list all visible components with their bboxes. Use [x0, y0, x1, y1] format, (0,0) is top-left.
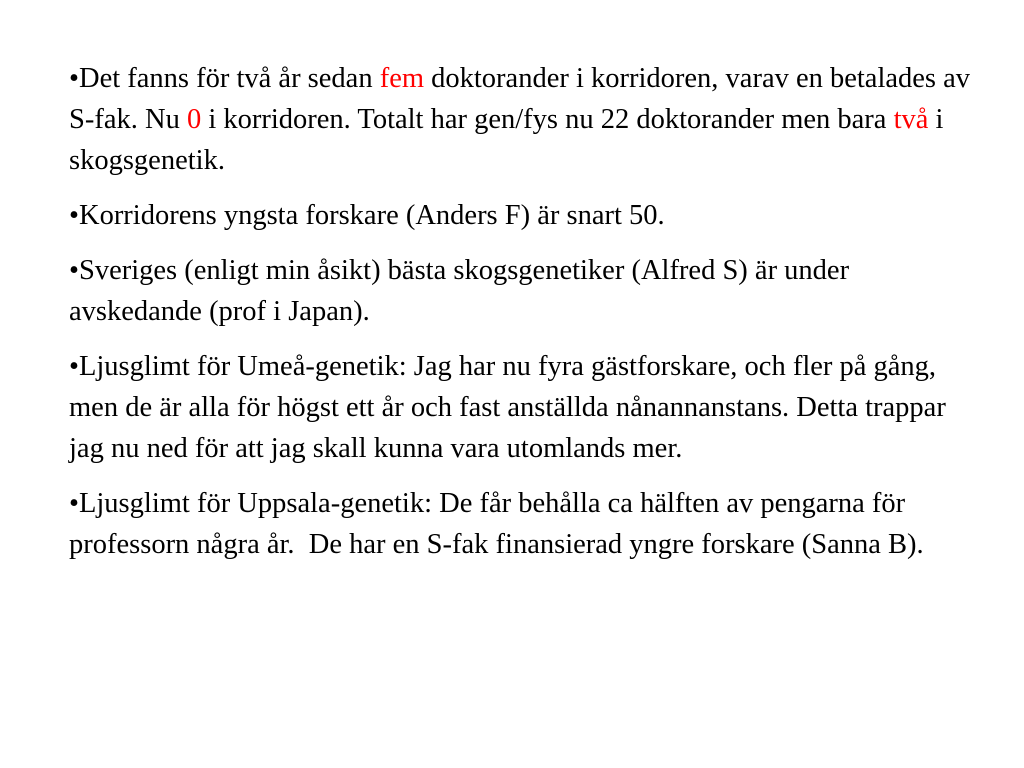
bullet-list: [69, 58, 984, 565]
bullet-best-geneticist: [69, 250, 974, 332]
bullet-marker: •: [69, 200, 79, 231]
bullet-uppsala-genetics: [69, 483, 974, 565]
bullet-umea-genetics: [69, 346, 974, 469]
highlight-tva: två: [893, 104, 929, 135]
bullet-marker: •: [69, 488, 79, 519]
bullet-marker: •: [69, 255, 79, 286]
bullet-text-part: doktorander i korridoren, varav en betalades av S-fak. Nu: [69, 63, 971, 135]
bullet-marker: •: [69, 351, 79, 382]
bullet-text: Ljusglimt för Uppsala-genetik: De får behålla ca hälften av pengarna för professorn några år. De har en S-fak finansierad yngre forskare (Sanna B).: [69, 488, 924, 560]
bullet-youngest-researcher: [69, 195, 974, 236]
bullet-text: Ljusglimt för Umeå-genetik: Jag har nu fyra gästforskare, och fler på gång, men de är alla för högst ett år och fast anställda nånannanstans. Detta trappar jag nu ned för att jag skall kunna vara utomlands mer.: [69, 351, 946, 464]
bullet-text-part: i korridoren. Totalt har gen/fys nu 22 doktorander men bara: [201, 104, 894, 135]
bullet-marker: •: [69, 63, 79, 94]
bullet-text: Korridorens yngsta forskare (Anders F) är snart 50.: [78, 200, 665, 231]
bullet-text: Sveriges (enligt min åsikt) bästa skogsgenetiker (Alfred S) är under avskedande (prof i Japan).: [69, 255, 850, 327]
highlight-fem: fem: [379, 63, 425, 94]
bullet-doctoral-students: [69, 58, 974, 181]
bullet-text-part: i skogsgenetik.: [69, 104, 944, 176]
bullet-text-part: Det fanns för två år sedan: [78, 63, 380, 94]
highlight-zero: 0: [186, 104, 202, 135]
